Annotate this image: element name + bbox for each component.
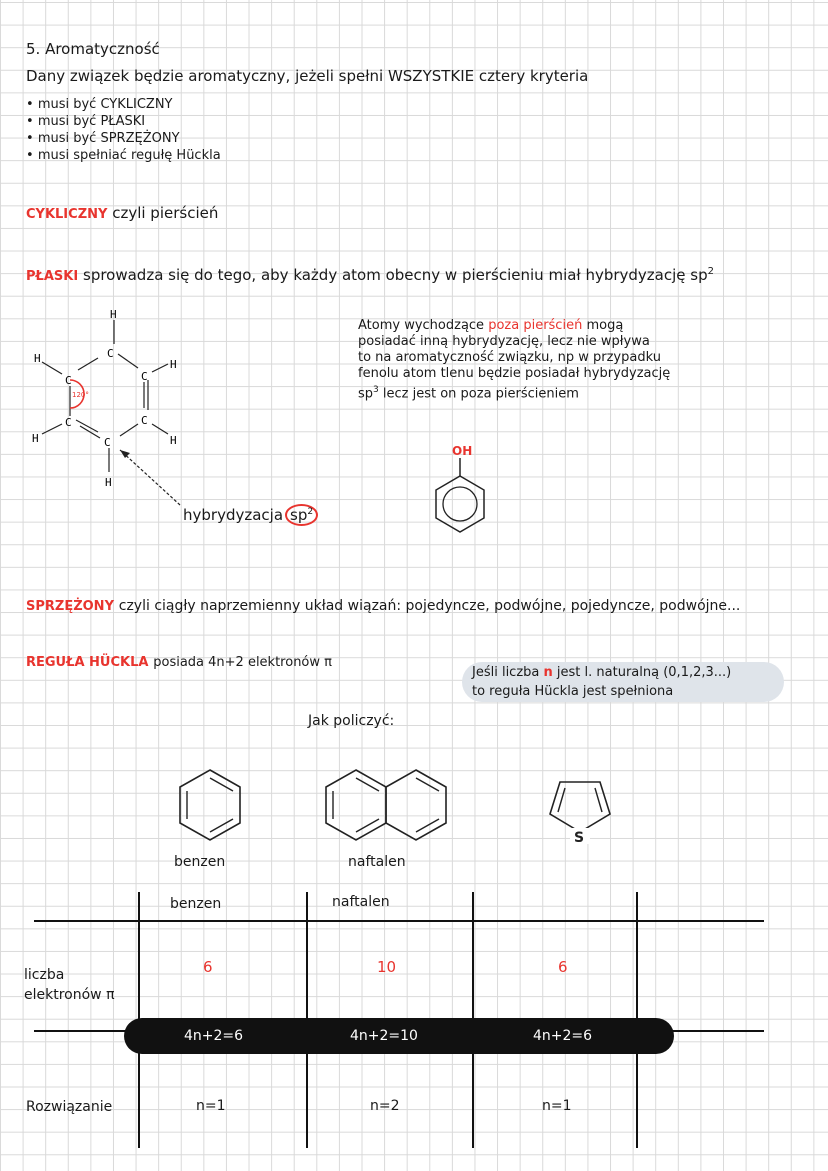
hybrid-label: hybrydyzacja $sp^2$ [183,503,318,524]
huckel-term: REGUŁA HÜCKLA [26,655,149,670]
electrons-value: 10 [377,958,397,976]
atom-h: H [170,358,177,371]
intro-text: Dany związek będzie aromatyczny, jeżeli spełni WSZYSTKIE cztery kryteria [26,67,589,85]
formula-value: 4n+2=10 [350,1028,418,1044]
solution-value: n=1 [196,1098,226,1114]
formula-value: 4n+2=6 [533,1028,593,1044]
flat-sup: 2 [707,266,714,277]
phenol-oh-label: OH [452,444,473,458]
conjugated-term: SPRZĘŻONY [26,599,114,614]
solution-value: n=1 [542,1098,572,1114]
electrons-value: 6 [203,958,213,976]
atom-h: H [105,476,112,489]
electrons-value: 6 [558,958,568,976]
criterion-item: • musi spełniać regułę Hückla [26,148,221,163]
electrons-row-label: elektronów π [24,987,115,1003]
cyclic-term: CYKLICZNY [26,207,108,222]
section-heading: 5. Aromatyczność [26,40,160,58]
huckel-text: posiada 4n+2 elektronów π [153,655,332,670]
how-to-count: Jak policzyć: [308,713,395,729]
cyclic-text: czyli pierścień [112,204,219,222]
flat-term: PŁASKI [26,269,79,284]
atom-c: C [141,370,148,383]
thiophene-molecule [540,776,620,846]
atom-c: C [65,374,72,387]
atom-h: H [110,308,117,321]
solution-row-label: Rozwiązanie [26,1099,113,1115]
flat-definition [26,263,714,284]
cyclic-definition [26,204,218,222]
flat-text: sprowadza się do tego, aby każdy atom obecny w pierścieniu miał hybrydyzację sp [83,266,708,284]
hybrid-sp-circled: $sp^2$ [285,504,318,526]
atom-c: C [104,436,111,449]
solution-value: n=2 [370,1098,400,1114]
benzene-caption: benzen [174,854,226,870]
conjugated-text: czyli ciągły naprzemienny układ wiązań: pojedyncze, podwójne, pojedyncze, podwójne... [118,598,741,614]
huckel-definition [26,652,332,672]
table-header-naphthalene: naftalen [332,894,390,910]
electrons-row-label: liczba [24,967,65,983]
criterion-item: • musi być PŁASKI [26,114,146,129]
atom-h: H [34,352,41,365]
formula-value: 4n+2=6 [184,1028,244,1044]
huckel-note-line1: Jeśli liczba n jest l. naturalną (0,1,2,3...) [472,665,732,680]
bond-angle-label: 120° [72,391,89,399]
atom-c: C [141,414,148,427]
naphthalene-caption: naftalen [348,854,406,870]
phenol-structure [418,440,498,560]
thiophene-s-label: S [574,830,585,846]
huckel-note-line2: to reguła Hückla jest spełniona [472,684,674,699]
atom-h: H [32,432,39,445]
benzene-molecule [170,766,250,846]
criterion-item: • musi być CYKLICZNY [26,97,173,112]
atom-c: C [65,416,72,429]
table-header-benzene: benzen [170,896,222,912]
criterion-item: • musi być SPRZĘŻONY [26,131,180,146]
atom-c: C [107,347,114,360]
atom-h: H [170,434,177,447]
naphthalene-molecule [322,766,452,846]
benzene-structure-diagram [20,300,220,520]
conjugated-definition [26,596,740,615]
